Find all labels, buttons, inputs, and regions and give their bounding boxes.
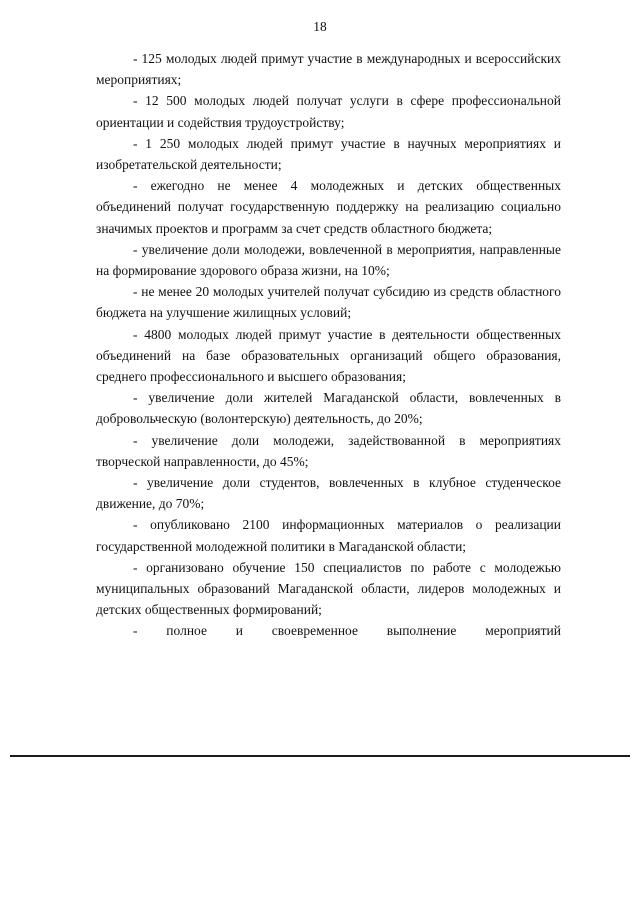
list-item: - увеличение доли молодежи, задействованной в мероприятиях творческой направленности, до 45%; — [96, 432, 561, 469]
page-number: 18 — [313, 19, 327, 34]
list-item: - 125 молодых людей примут участие в международных и всероссийских мероприятиях; — [96, 51, 561, 88]
list-item: - увеличение доли жителей Магаданской области, вовлеченных в добровольческую (волонтерскую) деятельность, до 20%; — [96, 390, 561, 427]
list-item: - увеличение доли молодежи, вовлеченной в мероприятия, направленные на формирование здорового образа жизни, на 10%; — [96, 241, 561, 279]
list-item: - ежегодно не менее 4 молодежных и детских общественных объединений получат государственную поддержку на реализацию социально значимых проектов и программ за счет средств областного бюджета; — [96, 178, 561, 236]
list-item: - 12 500 молодых людей получат услуги в сфере профессиональной ориентации и содействия трудоустройству; — [96, 93, 561, 130]
list-item: - 4800 молодых людей примут участие в деятельности общественных объединений на базе образовательных организаций общего образования, среднего профессионального и высшего образования; — [96, 326, 561, 385]
list-item: - 1 250 молодых людей примут участие в научных мероприятиях и изобретательской деятельности; — [96, 135, 561, 173]
list-item: - не менее 20 молодых учителей получат субсидию из средств областного бюджета на улучшение жилищных условий; — [96, 284, 561, 321]
list-item: - организовано обучение 150 специалистов по работе с молодежью муниципальных образований Магаданской области, лидеров молодежных и детских общественных формирований; — [96, 559, 561, 618]
page-divider — [10, 755, 630, 757]
list-item: - полное и своевременное выполнение мероприятий — [133, 623, 561, 639]
document-body — [96, 48, 561, 642]
list-item: - опубликовано 2100 информационных материалов о реализации государственной молодежной политики в Магаданской области; — [96, 517, 561, 554]
list-item: - увеличение доли студентов, вовлеченных в клубное студенческое движение, до 70%; — [96, 475, 561, 512]
